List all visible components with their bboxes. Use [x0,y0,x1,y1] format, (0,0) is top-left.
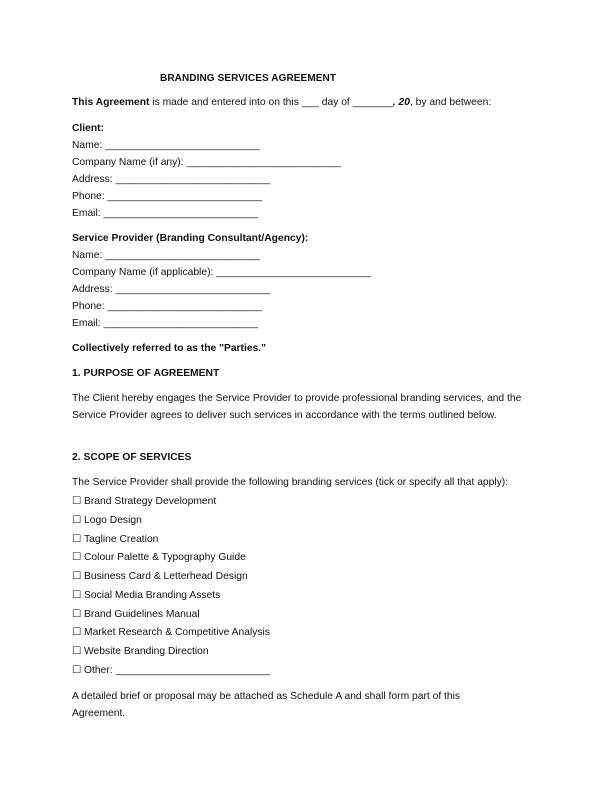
checkbox-icon[interactable]: ☐ [72,571,82,582]
document-title: BRANDING SERVICES AGREEMENT [160,73,337,84]
checkbox-icon[interactable]: ☐ [72,534,82,545]
checkbox-icon[interactable]: ☐ [72,515,82,526]
checkbox-icon[interactable]: ☐ [72,609,82,620]
intro-year: , 20 [392,97,410,108]
service-item-label: Tagline Creation [84,534,159,545]
checkbox-icon[interactable]: ☐ [72,627,82,638]
service-item-label: Market Research & Competitive Analysis [84,627,270,638]
client-address-field[interactable]: Address: ___________________________ [72,174,271,185]
service-item-label: Website Branding Direction [84,646,209,657]
service-item-business-card[interactable] [72,570,248,582]
section2-heading: 2. SCOPE OF SERVICES [72,452,192,463]
service-item-other[interactable] [72,664,270,676]
intro-line [72,97,491,108]
client-company-field[interactable]: Company Name (if any): ___________________________ [72,157,342,168]
provider-phone-field[interactable]: Phone: ___________________________ [72,301,263,312]
provider-heading: Service Provider (Branding Consultant/Agency): [72,233,309,244]
service-item-market-research[interactable] [72,626,270,638]
client-heading: Client: [72,123,105,134]
service-item-label: Brand Guidelines Manual [84,609,200,620]
service-item-label: Brand Strategy Development [84,496,217,507]
client-phone-field[interactable]: Phone: ___________________________ [72,191,263,202]
section2-intro: The Service Provider shall provide the following branding services (tick or specify all that apply): [72,477,509,488]
service-item-logo-design[interactable] [72,514,142,526]
service-item-website-branding[interactable] [72,645,209,657]
checkbox-icon[interactable]: ☐ [72,496,82,507]
intro-bold-lead: This Agreement [72,97,150,108]
service-item-social-media[interactable] [72,589,220,601]
provider-company-field[interactable]: Company Name (if applicable): ___________________________ [72,267,371,278]
section2-closing: A detailed brief or proposal may be attached as Schedule A and shall form part of this Agreement. [72,691,461,719]
service-item-label: Business Card & Letterhead Design [84,571,248,582]
provider-address-field[interactable]: Address: ___________________________ [72,284,271,295]
client-name-field[interactable]: Name: ___________________________ [72,140,260,151]
service-item-colour-palette[interactable] [72,551,246,563]
provider-name-field[interactable]: Name: ___________________________ [72,250,260,261]
intro-text-b: , by and between: [409,97,492,108]
client-email-field[interactable]: Email: ___________________________ [72,208,259,219]
provider-email-field[interactable]: Email: ___________________________ [72,318,259,329]
checkbox-icon[interactable]: ☐ [72,552,82,563]
service-item-label: Logo Design [84,515,142,526]
section1-heading: 1. PURPOSE OF AGREEMENT [72,368,220,379]
service-item-brand-guidelines[interactable] [72,608,200,620]
section1-body: The Client hereby engages the Service Provider to provide professional branding services, and the Service Provider agrees to deliver such services in accordance with the terms outlined below. [72,393,522,421]
service-item-label: Colour Palette & Typography Guide [84,552,246,563]
intro-text-a: is made and entered into on this ___ day of _______ [149,97,393,108]
service-item-label[interactable]: Other: ___________________________ [84,665,271,676]
service-item-label: Social Media Branding Assets [84,590,221,601]
checkbox-icon[interactable]: ☐ [72,646,82,657]
checkbox-icon[interactable]: ☐ [72,590,82,601]
service-item-tagline[interactable] [72,533,158,545]
checkbox-icon[interactable]: ☐ [72,665,82,676]
service-item-brand-strategy[interactable] [72,495,216,507]
parties-line: Collectively referred to as the "Parties." [72,343,267,354]
